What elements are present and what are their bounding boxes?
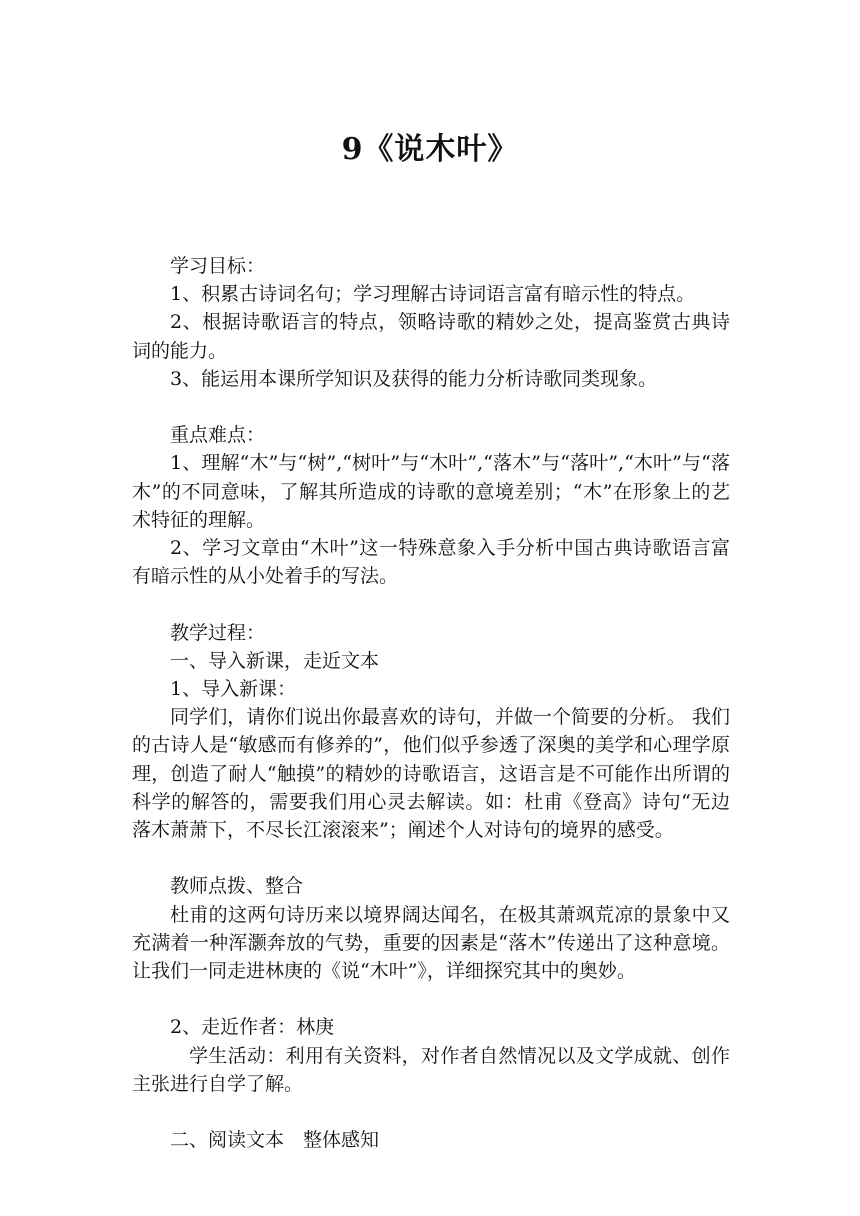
paragraph-gap	[132, 844, 730, 872]
paragraph: 一、导入新课，走近文本	[170, 649, 380, 672]
paragraph: 1、理解“木”与“树”,“树叶”与“木叶”,“落木”与“落叶”,“木叶”与“落木”的不同意味，了解其所造成的诗歌的意境差别；“木”在形象上的艺术特征的理解。	[132, 452, 730, 531]
paragraph: 2、走近作者：林庚	[170, 1016, 335, 1039]
paragraph: 2、学习文章由“木叶”这一特殊意象入手分析中国古典诗歌语言富有暗示性的从小处着手的写法。	[132, 537, 730, 588]
paragraph-gap	[132, 1098, 730, 1126]
paragraph: 重点难点：	[170, 424, 266, 447]
paragraph-gap	[132, 590, 730, 618]
paragraph: 1、积累古诗词名句；学习理解古诗词语言富有暗示性的特点。	[170, 283, 696, 306]
paragraph: 二、阅读文本 整体感知	[170, 1129, 380, 1152]
paragraph-gap	[132, 393, 730, 421]
paragraph: 杜甫的这两句诗历来以境界阔达闻名，在极其萧飒荒凉的景象中又充满着一种浑灏奔放的气势，重要的因素是“落木”传递出了这种意境。让我们一同走进林庚的《说“木叶”》，详细探究其中的奥妙。	[132, 903, 730, 983]
paragraph: 3、能运用本课所学知识及获得的能力分析诗歌同类现象。	[170, 367, 658, 390]
document-title: 9《说木叶》	[341, 132, 519, 167]
paragraph-gap	[132, 985, 730, 1013]
document-body	[132, 252, 730, 1154]
paragraph: 同学们，请你们说出你最喜欢的诗句，并做一个简要的分析。 我们的古诗人是“敏感而有修养的”，他们似乎参透了深奥的美学和心理学原理，创造了耐人“触摸”的精妙的诗歌语言，这语言是不可能作出所谓的科学的解答的，需要我们用心灵去解读。如：杜甫《登高》诗句“无边落木萧萧下，不尽长江滚滚来”；阐述个人对诗句的境界的感受。	[132, 706, 730, 842]
paragraph: 学习目标：	[170, 255, 266, 277]
paragraph: 教师点拨、整合	[170, 875, 304, 898]
paragraph: 学生活动：利用有关资料，对作者自然情况以及文学成就、创作主张进行自学了解。	[132, 1044, 730, 1095]
paragraph: 教学过程：	[170, 621, 266, 644]
paragraph: 2、根据诗歌语言的特点，领略诗歌的精妙之处，提高鉴赏古典诗词的能力。	[132, 311, 730, 362]
paragraph: 1、导入新课：	[170, 678, 297, 701]
